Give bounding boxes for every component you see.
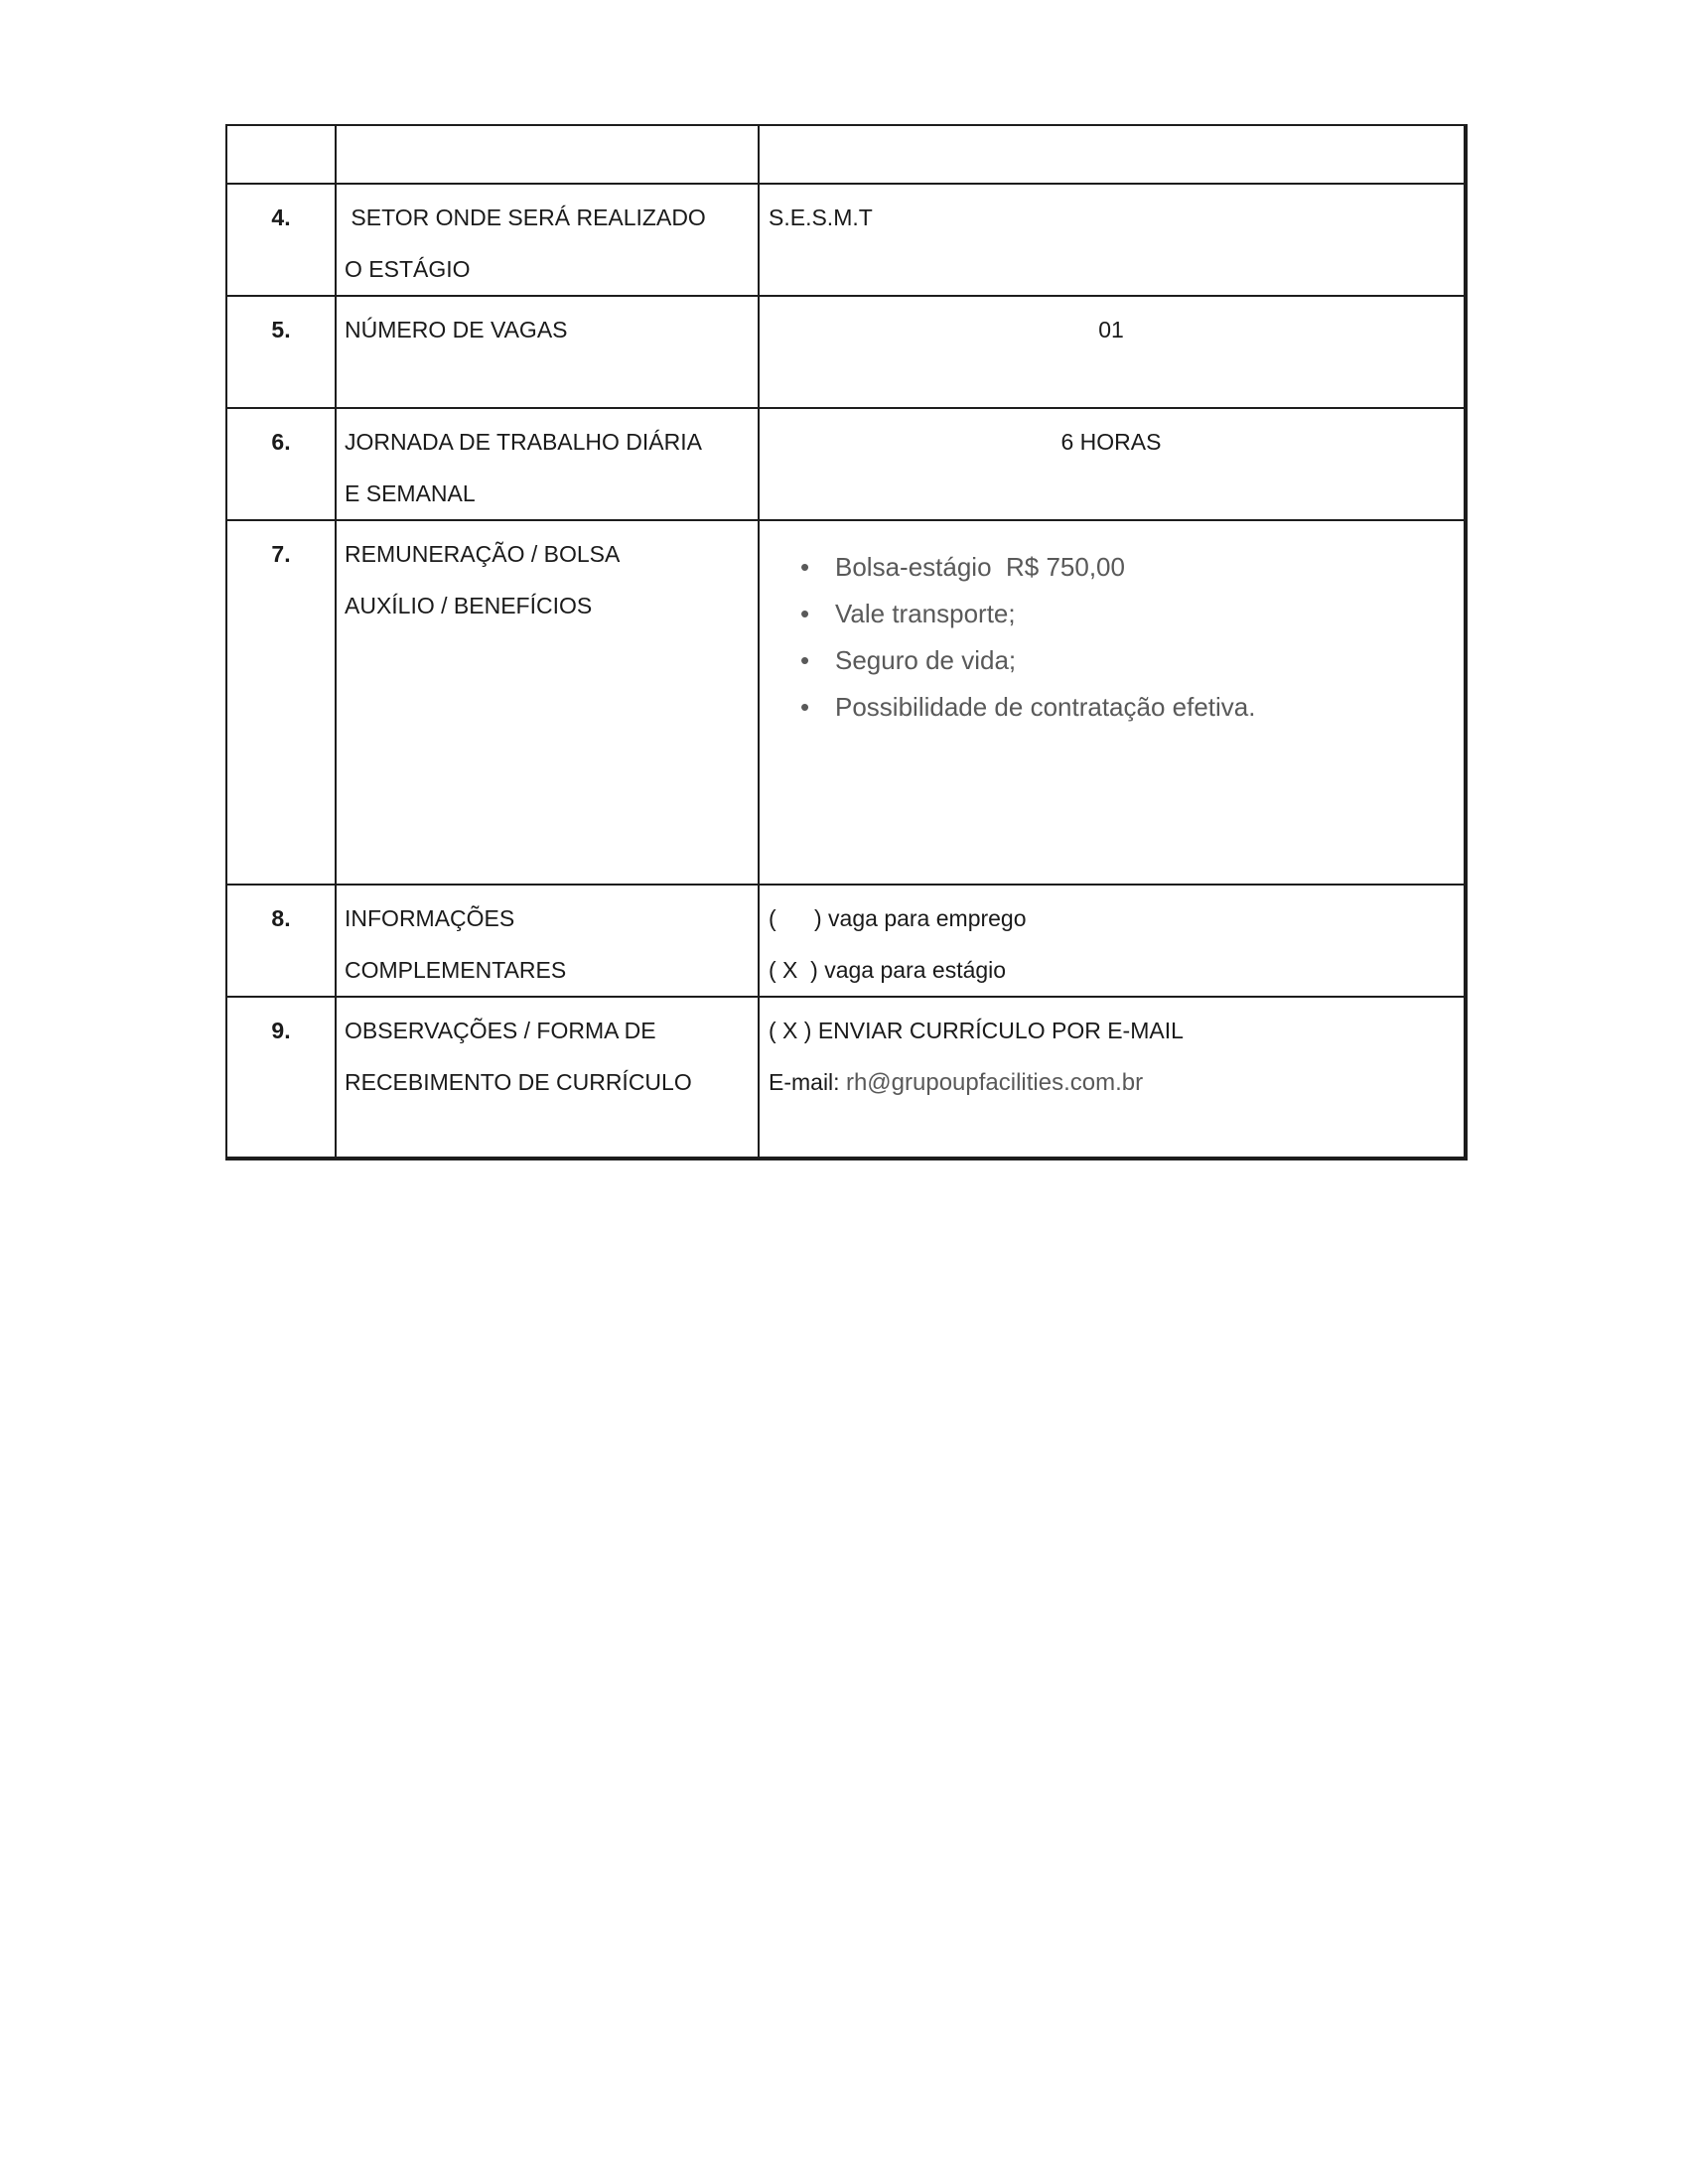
row-number: 9.	[271, 1018, 291, 1043]
row-number: 8.	[271, 905, 291, 931]
email-line	[769, 1056, 1454, 1109]
table-row	[226, 520, 1466, 885]
row-number-cell	[226, 520, 336, 885]
row-number-cell	[226, 184, 336, 296]
label-line: E SEMANAL	[345, 480, 476, 506]
value-line: 01	[1098, 317, 1124, 342]
bullet-item: • Vale transporte;	[769, 591, 1454, 637]
label-line: RECEBIMENTO DE CURRÍCULO	[345, 1069, 692, 1095]
bullet-item: • Possibilidade de contratação efetiva.	[769, 684, 1454, 731]
table-row	[226, 885, 1466, 997]
label-line: INFORMAÇÕES	[345, 905, 515, 931]
row-label-cell	[336, 184, 759, 296]
row-number-cell	[226, 408, 336, 520]
row-number: 7.	[271, 541, 291, 567]
value-line: S.E.S.M.T	[769, 205, 873, 230]
row-number-cell	[226, 125, 336, 184]
label-line: NÚMERO DE VAGAS	[345, 317, 568, 342]
row-label-cell	[336, 408, 759, 520]
row-label-cell	[336, 125, 759, 184]
email-label: E-mail:	[769, 1069, 846, 1095]
row-number-cell	[226, 296, 336, 408]
value-line: ( X ) ENVIAR CURRÍCULO POR E-MAIL	[769, 1018, 1184, 1043]
row-value-cell	[759, 997, 1466, 1159]
table-row	[226, 125, 1466, 184]
row-label-cell	[336, 885, 759, 997]
table-row	[226, 184, 1466, 296]
label-line: O ESTÁGIO	[345, 256, 471, 282]
bullet-item: • Seguro de vida;	[769, 637, 1454, 684]
label-line: SETOR ONDE SERÁ REALIZADO	[345, 205, 706, 230]
bullet-item: • Bolsa-estágio R$ 750,00	[769, 544, 1454, 591]
value-line: 6 HORAS	[1060, 429, 1162, 455]
benefits-bullet-list	[769, 544, 1454, 731]
vacancy-table	[225, 124, 1468, 1160]
row-number: 4.	[271, 205, 291, 230]
row-value-cell	[759, 184, 1466, 296]
row-label-cell	[336, 296, 759, 408]
row-number: 5.	[271, 317, 291, 342]
row-value-cell	[759, 296, 1466, 408]
value-line: ( ) vaga para emprego	[769, 905, 1027, 931]
row-value-cell	[759, 885, 1466, 997]
email-address: rh@grupoupfacilities.com.br	[845, 1069, 1144, 1096]
row-value-cell	[759, 520, 1466, 885]
value-line: ( X ) vaga para estágio	[769, 957, 1007, 983]
row-label-cell	[336, 520, 759, 885]
row-number-cell	[226, 997, 336, 1159]
row-value-cell	[759, 408, 1466, 520]
table-row	[226, 296, 1466, 408]
label-line: AUXÍLIO / BENEFÍCIOS	[345, 593, 593, 618]
row-label-cell	[336, 997, 759, 1159]
table-row	[226, 997, 1466, 1159]
label-line: REMUNERAÇÃO / BOLSA	[345, 541, 621, 567]
label-line: COMPLEMENTARES	[345, 957, 567, 983]
row-value-cell	[759, 125, 1466, 184]
row-number: 6.	[271, 429, 291, 455]
table-row	[226, 408, 1466, 520]
row-number-cell	[226, 885, 336, 997]
vacancy-table-body	[226, 125, 1466, 1159]
label-line: JORNADA DE TRABALHO DIÁRIA	[345, 429, 702, 455]
label-line: OBSERVAÇÕES / FORMA DE	[345, 1018, 656, 1043]
